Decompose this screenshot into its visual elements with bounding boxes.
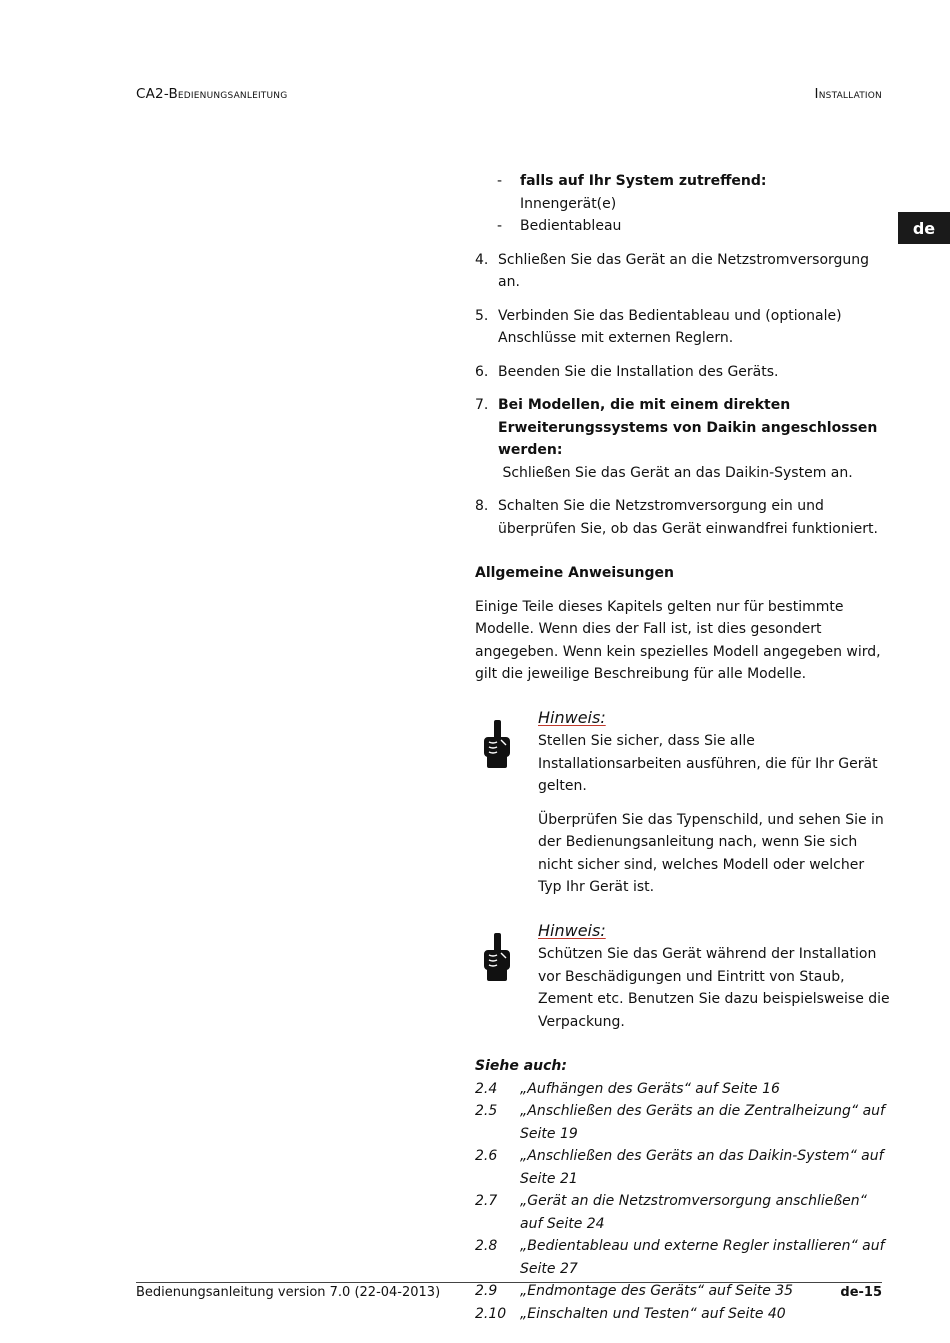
cross-reference-link[interactable]: 2.7 „Gerät an die Netzstromversorgung anschließen“ auf Seite 24 <box>475 1193 867 1232</box>
sub-list-item: - falls auf Ihr System zutreffend: Innengerät(e) <box>475 170 890 215</box>
note-title: Hinweis: <box>538 920 606 940</box>
sub-item-bold: falls auf Ihr System zutreffend: <box>520 173 767 189</box>
language-tab: de <box>898 212 950 244</box>
cross-reference-link[interactable]: 2.4 „Aufhängen des Geräts“ auf Seite 16 <box>475 1080 780 1097</box>
pointing-hand-icon <box>481 933 515 981</box>
section-heading: Allgemeine Anweisungen <box>475 565 674 581</box>
note-block <box>475 708 890 899</box>
sub-list-item: - Bedientableau <box>475 215 890 238</box>
sub-item-text: Bedientableau <box>520 218 622 234</box>
note-block <box>475 921 890 1034</box>
cross-reference-link[interactable]: 2.6 „Anschließen des Geräts an das Daikin-System“ auf Seite 21 <box>475 1148 884 1187</box>
note-paragraph: Schützen Sie das Gerät während der Installation vor Beschädigungen und Eintritt von Staub, Zement etc. Benutzen Sie dazu beispielsweise die Verpackung. <box>538 946 890 1030</box>
cross-reference-link[interactable]: 2.8 „Bedientableau und externe Regler installieren“ auf Seite 27 <box>475 1238 885 1277</box>
step-item: 7. Bei Modellen, die mit einem direkten Erweiterungssystems von Daikin angeschlossen werden: Schließen Sie das Gerät an das Daikin-System an. <box>475 397 878 481</box>
step-item: 8. Schalten Sie die Netzstromversorgung ein und überprüfen Sie, ob das Gerät einwandfrei funktioniert. <box>475 498 878 537</box>
note-paragraph: Stellen Sie sicher, dass Sie alle Installationsarbeiten ausführen, die für Ihr Gerät gelten. <box>538 733 878 794</box>
step-item: 6. Beenden Sie die Installation des Geräts. <box>475 363 779 380</box>
section-paragraph: Einige Teile dieses Kapitels gelten nur für bestimmte Modelle. Wenn dies der Fall ist, ist dies gesondert angegeben. Wenn kein spezielles Modell angegeben wird, gilt die jeweilige Beschreibung für alle Modelle. <box>475 598 881 682</box>
pointing-hand-icon <box>481 720 515 768</box>
running-header-section: Installation <box>814 86 882 102</box>
step-item: 4. Schließen Sie das Gerät an die Netzstromversorgung an. <box>475 251 870 290</box>
cross-reference-link[interactable]: 2.5 „Anschließen des Geräts an die Zentralheizung“ auf Seite 19 <box>475 1103 885 1142</box>
running-header-title: CA2-Bedienungsanleitung <box>136 86 288 102</box>
footer-divider <box>136 1282 882 1283</box>
cross-reference-link[interactable]: 2.9 „Endmontage des Geräts“ auf Seite 35 <box>475 1283 794 1299</box>
cross-reference-link[interactable]: 2.10 „Einschalten und Testen“ auf Seite 40 <box>475 1305 786 1322</box>
see-also-heading: Siehe auch: <box>475 1058 567 1074</box>
note-paragraph: Überprüfen Sie das Typenschild, und sehen Sie in der Bedienungsanleitung nach, wenn Sie sich nicht sicher sind, welches Modell oder welcher Typ Ihr Gerät ist. <box>538 811 884 895</box>
footer-version: Bedienungsanleitung version 7.0 (22-04-2013) <box>136 1285 441 1300</box>
sub-item-text: Innengerät(e) <box>520 195 617 212</box>
main-column <box>475 170 890 1325</box>
note-title: Hinweis: <box>538 707 606 727</box>
step-item: 5. Verbinden Sie das Bedientableau und (optionale) Anschlüsse mit externen Reglern. <box>475 307 842 346</box>
page-number: de-15 <box>840 1285 882 1300</box>
